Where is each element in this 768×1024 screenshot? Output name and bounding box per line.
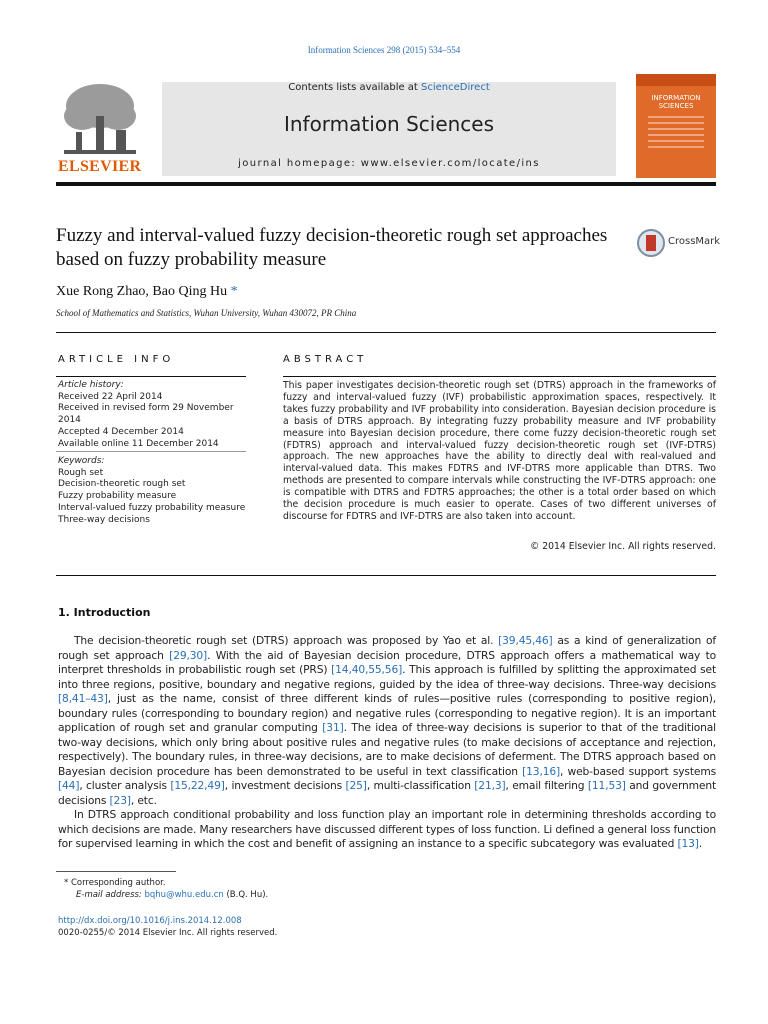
cover-decoration <box>648 116 704 152</box>
keywords-label: Keywords: <box>58 456 105 466</box>
publisher-name: ELSEVIER <box>58 158 142 175</box>
cover-strip <box>636 74 716 86</box>
header-rule <box>56 182 716 186</box>
keyword-item: Rough set <box>58 467 104 478</box>
abstract-heading: ABSTRACT <box>283 354 368 365</box>
article-info-heading: ARTICLE INFO <box>58 354 175 365</box>
issn-line: 0020-0255/© 2014 Elsevier Inc. All rights reserved. <box>58 927 278 938</box>
intro-paragraph-2: In DTRS approach conditional probability and loss function play an important role in determining thresholds according to which decisions are made. Many researchers have discussed different types of loss function. Li defined a general loss function for supervised learning in which the cost and benefit of assigning an instance to a specific subcategory was evaluated [13]. <box>58 808 716 851</box>
journal-cover[interactable] <box>636 74 716 178</box>
corresponding-author-mark[interactable]: * <box>230 284 238 299</box>
affiliation: School of Mathematics and Statistics, Wuhan University, Wuhan 430072, PR China <box>56 308 357 318</box>
citation-link[interactable]: [14,40,55,56] <box>331 663 403 677</box>
citation-link[interactable]: [39,45,46] <box>498 634 553 647</box>
doi-block <box>58 916 718 939</box>
doi-link[interactable]: http://dx.doi.org/10.1016/j.ins.2014.12.008 <box>58 916 242 926</box>
keyword-item: Decision-theoretic rough set <box>58 479 186 490</box>
citation-link[interactable]: [8,41–43] <box>58 692 108 706</box>
crossmark-label: CrossMark <box>668 236 721 247</box>
journal-citation[interactable]: Information Sciences 298 (2015) 534–554 <box>307 45 461 55</box>
keyword-item: Three-way decisions <box>58 514 150 525</box>
abstract-copyright: © 2014 Elsevier Inc. All rights reserved. <box>529 541 716 552</box>
divider <box>283 376 716 377</box>
citation-link[interactable]: [11,53] <box>587 779 626 793</box>
sciencedirect-link[interactable]: ScienceDirect <box>421 82 490 93</box>
journal-name: Information Sciences <box>283 112 495 136</box>
email-link[interactable]: bqhu@whu.edu.cn <box>144 889 224 900</box>
history-item: Accepted 4 December 2014 <box>58 426 184 437</box>
divider <box>56 451 246 452</box>
citation-link[interactable]: [29,30] <box>169 648 208 662</box>
keywords <box>58 456 248 526</box>
intro-paragraph-1: The decision-theoretic rough set (DTRS) approach was proposed by Yao et al. [39,45,46] as a kind of generalization of rough set approach [29,30]. With the aid of Bayesian decision procedure, DTRS approach offers a mathematical way to interpret thresholds in probabilistic rough set (PRS) [14,40,55,56]. This approach is fulfilled by splitting the approximated set into three regions, positive, boundary and negative regions, guided by the idea of three-way decisions. Three-way decisions [8,41–43], just as the name, consist of three different kinds of rules—positive rules (corresponding to positive region), boundary rules (corresponding to boundary region) and negative rules (corresponding to negative region). It is an important application of rough set and granular computing [31]. The idea of three-way decisions is superior to that of the traditional two-way decisions, which only bring about positive rules and negative rules (to make decisions of acceptance and rejection, respectively). The boundary rules, in three-way decisions, are to make decisions of deferment. The DTRS approach based on Bayesian decision procedure has been demonstrated to be useful in text classification [13,16], web-based support systems [44], cluster analysis [15,22,49], investment decisions [25], multi-classification [21,3], email filtering [11,53] and government decisions [23], etc. <box>58 634 717 808</box>
divider <box>56 376 246 377</box>
divider <box>56 332 716 333</box>
contents-line: Contents lists available at ScienceDirect <box>288 82 490 93</box>
history-label: Article history: <box>58 380 124 390</box>
journal-banner <box>162 82 616 176</box>
history-item: Available online 11 December 2014 <box>58 438 219 449</box>
article-history <box>58 380 248 450</box>
citation-link[interactable]: [31] <box>322 721 344 735</box>
citation-link[interactable]: [23] <box>109 794 131 808</box>
journal-homepage[interactable]: journal homepage: www.elsevier.com/locate/ins <box>238 158 540 169</box>
cover-title: INFORMATION SCIENCES <box>651 94 701 110</box>
citation-link[interactable]: [13] <box>677 837 699 851</box>
section-heading: 1. Introduction <box>58 606 151 619</box>
citation-link[interactable]: [25] <box>345 779 367 793</box>
citation-link[interactable]: [13,16] <box>522 764 561 778</box>
keyword-item: Fuzzy probability measure <box>58 491 177 502</box>
authors: Xue Rong Zhao, Bao Qing Hu * <box>56 284 238 299</box>
citation-link[interactable]: [44] <box>58 779 80 793</box>
citation-link[interactable]: [15,22,49] <box>170 779 225 793</box>
history-item: Received 22 April 2014 <box>58 391 163 402</box>
history-item: Received in revised form 29 November 2014 <box>58 403 234 426</box>
article-title: Fuzzy and interval-valued fuzzy decision-theoretic rough set approaches based on fuzzy probability measure <box>56 225 608 270</box>
citation-link[interactable]: [21,3] <box>474 779 506 793</box>
crossmark-badge[interactable] <box>636 228 726 258</box>
footnote-rule <box>56 871 176 872</box>
footnote-corresponding: * Corresponding author. E-mail address: bqhu@whu.edu.cn (B.Q. Hu). <box>64 878 269 900</box>
crossmark-icon <box>636 228 666 258</box>
divider <box>56 575 716 576</box>
abstract-text: This paper investigates decision-theoretic rough set (DTRS) approach in the frameworks of fuzzy and interval-valued fuzzy (IVF) probabilistic approximation spaces, respectively. It takes fuzzy probability and IVF probability into consideration. Bayesian decision procedure is a basis of DTRS approach. By integrating fuzzy probability measure and IVF probability measure into Bayesian decision procedure, there come fuzzy decision-theoretic rough set (FDTRS) approach and interval-valued fuzzy decision-theoretic rough set (IVF-DTRS) approach. The new approaches have the ability to directly deal with real-valued and interval-valued data. This makes FDTRS and IVF-DTRS more applicable than DTRS. Two methods are presented to compare intervals while constructing the IVF-DTRS approach: one is compatible with DTRS and FDTRS approaches; the other is a total order based on which the decision procedure is much easier to operate. Cases of two different universes of discourse for FDTRS and IVF-DTRS are also taken into account. <box>283 380 716 522</box>
keyword-item: Interval-valued fuzzy probability measure <box>58 502 246 513</box>
